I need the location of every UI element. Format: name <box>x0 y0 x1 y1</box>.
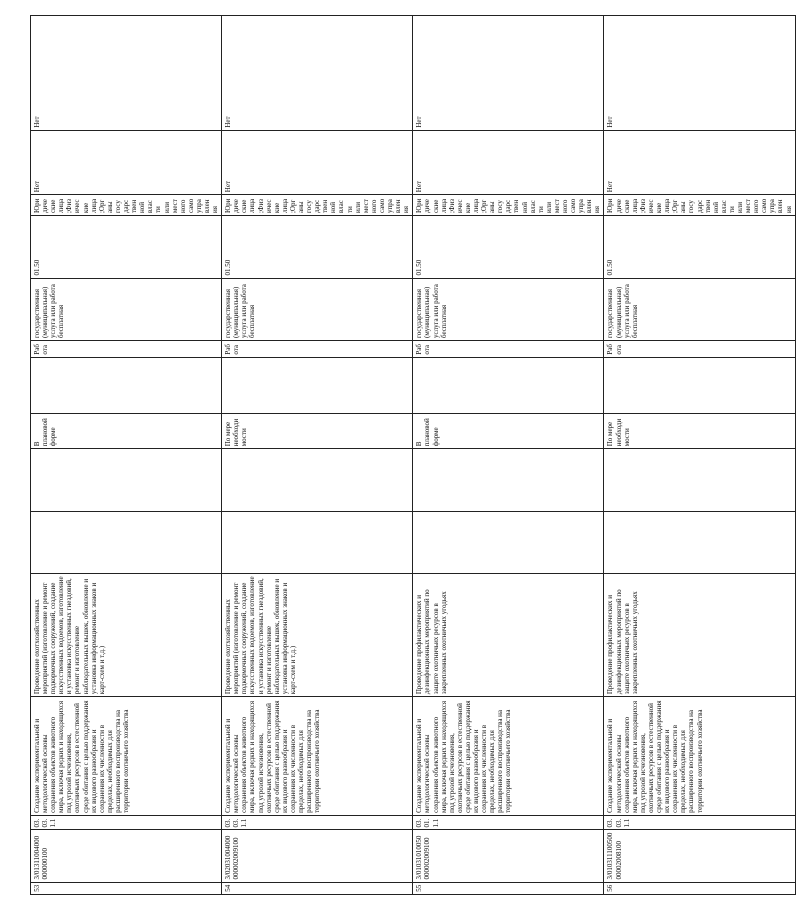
empty-cell <box>413 449 604 511</box>
row-number: 55 <box>413 882 604 894</box>
date-code: 01.50 <box>413 216 604 278</box>
work-condition: В плановой форме <box>413 413 604 448</box>
work-type: Работа <box>413 341 604 358</box>
empty-cell <box>604 511 795 573</box>
table-row <box>31 16 222 895</box>
table-row <box>413 16 604 895</box>
consumers: Юридические лица;Физические лица;Органы государственной власти или местного самоуправления <box>222 195 413 216</box>
services-table <box>30 15 796 895</box>
okved-code: 03.01.1.1 <box>413 815 604 830</box>
table-row <box>604 16 795 895</box>
registry-code: 3/02031004000000002009100 <box>222 830 413 882</box>
flag-1: Нет <box>604 130 795 195</box>
work-condition: По мере необходимости <box>604 413 795 448</box>
work-name: Создание экспериментальной и методологической основы сохранения объектов животного мира, включая редких и находящихся под угрозой исчезновения, охотничьих ресурсов в естественной среде обитания с целью поддержания их видового разнообразия и сохранения их численности в пределах, необходимых для расширенного воспроизводства на территории охотничьего хозяйства <box>413 697 604 816</box>
work-condition: По мере необходимости <box>222 413 413 448</box>
work-content: Проведение профилактических и дезинфекционных мероприятий по защите охотничьих ресурсов в закрепленных охотничьих угодьях <box>604 574 795 697</box>
row-number: 54 <box>222 882 413 894</box>
flag-1: Нет <box>31 130 222 195</box>
registry-code: 3/01031010050000002009100 <box>413 830 604 882</box>
consumers: Юридические лица;Физические лица;Органы государственной власти или местного самоуправления <box>604 195 795 216</box>
payment-type: государственная (муниципальная) услуга или работа бесплатная <box>31 278 222 340</box>
empty-cell <box>222 511 413 573</box>
empty-cell <box>413 511 604 573</box>
empty-cell <box>222 449 413 511</box>
row-number: 53 <box>31 882 222 894</box>
empty-cell <box>604 449 795 511</box>
row-number: 56 <box>604 882 795 894</box>
empty-cell <box>413 357 604 413</box>
work-type: Работа <box>31 341 222 358</box>
work-content: Проведение охотхозяйственных мероприятий (изготовление и ремонт подкормочных сооружений, создание искусственных водоемов, изготовление и установка искусственных гнездовий, ремонт и изготовление наблюдательных вышек, обновление и установка информационных знаков и карт-схем и т.д.) <box>31 574 222 697</box>
payment-type: государственная (муниципальная) услуга или работа бесплатная <box>604 278 795 340</box>
payment-type: государственная (муниципальная) услуга или работа бесплатная <box>222 278 413 340</box>
work-name: Создание экспериментальной и методологической основы сохранения объектов животного мира, включая редких и находящихся под угрозой исчезновения, охотничьих ресурсов в естественной среде обитания с целью поддержания их видового разнообразия и сохранения их численности в пределах, необходимых для расширенного воспроизводства на территории охотничьего хозяйства <box>604 697 795 816</box>
empty-cell <box>222 357 413 413</box>
work-content: Проведение охотхозяйственных мероприятий (изготовление и ремонт подкормочных сооружений, создание искусственных водоемов, изготовление и установка искусственных гнездовий, ремонт и изготовление наблюдательных вышек, обновление и установка информационных знаков и карт-схем и т.д.) <box>222 574 413 697</box>
okved-code: 03.03.1.1 <box>31 815 222 830</box>
empty-cell <box>31 511 222 573</box>
okved-code: 03.03.1.1 <box>604 815 795 830</box>
work-type: Работа <box>222 341 413 358</box>
registry-code: 3/01031110050000002008100 <box>604 830 795 882</box>
table-row <box>222 16 413 895</box>
date-code: 01.50 <box>222 216 413 278</box>
work-name: Создание экспериментальной и методологической основы сохранения объектов животного мира, включая редких и находящихся под угрозой исчезновения, охотничьих ресурсов в естественной среде обитания с целью поддержания их видового разнообразия и сохранения их численности в пределах, необходимых для расширенного воспроизводства на территории охотничьего хозяйства <box>31 697 222 816</box>
date-code: 01.50 <box>31 216 222 278</box>
work-type: Работа <box>604 341 795 358</box>
work-name: Создание экспериментальной и методологической основы сохранения объектов животного мира, включая редких и находящихся под угрозой исчезновения, охотничьих ресурсов в естественной среде обитания с целью поддержания их видового разнообразия и сохранения их численности в пределах, необходимых для расширенного воспроизводства на территории охотничьего хозяйства <box>222 697 413 816</box>
work-condition: В плановой форме <box>31 413 222 448</box>
flag-1: Нет <box>222 130 413 195</box>
consumers: Юридические лица;Физические лица;Органы государственной власти или местного самоуправления <box>31 195 222 216</box>
flag-2: Нет <box>413 16 604 131</box>
okved-code: 03.03.1.1 <box>222 815 413 830</box>
work-content: Проведение профилактических и дезинфекционных мероприятий по защите охотничьих ресурсов в закрепленных охотничьих угодьях <box>413 574 604 697</box>
empty-cell <box>31 357 222 413</box>
rotated-table-wrapper <box>30 15 793 895</box>
payment-type: государственная (муниципальная) услуга или работа бесплатная <box>413 278 604 340</box>
date-code: 01.50 <box>604 216 795 278</box>
consumers: Юридические лица;Физические лица;Органы государственной власти или местного самоуправления <box>413 195 604 216</box>
registry-code: 3/01311004000000000100 <box>31 830 222 882</box>
empty-cell <box>604 357 795 413</box>
flag-2: Нет <box>31 16 222 131</box>
flag-2: Нет <box>604 16 795 131</box>
empty-cell <box>31 449 222 511</box>
flag-1: Нет <box>413 130 604 195</box>
flag-2: Нет <box>222 16 413 131</box>
